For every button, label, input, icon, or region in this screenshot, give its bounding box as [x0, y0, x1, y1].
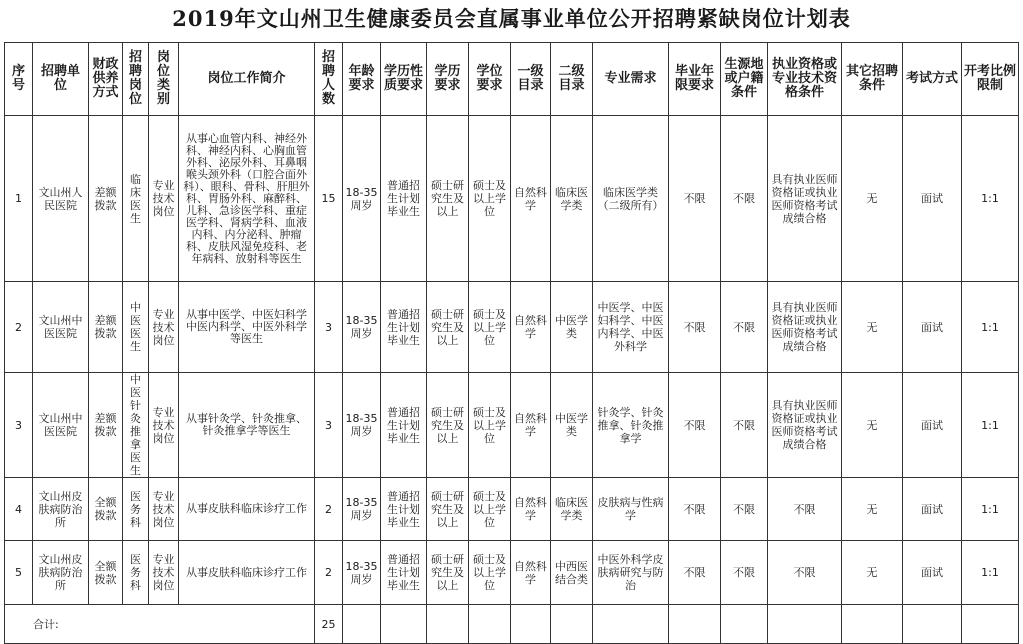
column-header: 学位要求 — [469, 43, 511, 116]
table-cell: 4 — [5, 478, 33, 541]
table-cell: 2 — [315, 478, 343, 541]
table-cell: 面试 — [903, 282, 962, 373]
table-cell: 临床医生 — [123, 116, 149, 282]
table-cell: 不限 — [721, 541, 768, 605]
column-header: 生源地或户籍条件 — [721, 43, 768, 116]
table-cell — [469, 605, 511, 644]
table-cell: 从事皮肤科临床诊疗工作 — [179, 478, 315, 541]
table-cell: 专业技术岗位 — [149, 116, 179, 282]
table-cell: 皮肤病与性病学 — [593, 478, 669, 541]
table-cell: 中医学类 — [551, 282, 593, 373]
table-cell: 普通招生计划毕业生 — [381, 116, 427, 282]
table-cell: 1:1 — [962, 478, 1019, 541]
table-cell: 18-35周岁 — [343, 282, 381, 373]
table-cell — [427, 605, 469, 644]
table-cell — [669, 605, 721, 644]
table-cell: 无 — [842, 478, 903, 541]
table-cell: 文山州中医医院 — [33, 282, 89, 373]
table-cell: 文山州皮肤病防治所 — [33, 541, 89, 605]
table-cell: 15 — [315, 116, 343, 282]
table-cell: 中医学类 — [551, 373, 593, 478]
table-cell: 硕士及以上学位 — [469, 373, 511, 478]
table-cell: 临床医学类（二级所有） — [593, 116, 669, 282]
table-cell: 专业技术岗位 — [149, 282, 179, 373]
table-cell: 不限 — [669, 282, 721, 373]
table-cell: 从事心血管内科、神经外科、神经内科、心胸血管外科、泌尿外科、耳鼻咽喉头颈外科（口腔合面外科）、眼科、骨科、肝胆外科、胃肠外科、麻醉科、儿科、急诊医学科、重症医学科、肾病学科、血液内科、内分泌科、肿瘤科、皮肤风湿免疫科、老年病科、放射科等医生 — [179, 116, 315, 282]
column-header: 学历性质要求 — [381, 43, 427, 116]
table-cell: 不限 — [721, 478, 768, 541]
table-cell: 18-35周岁 — [343, 373, 381, 478]
table-cell: 全额拨款 — [89, 478, 123, 541]
table-cell: 面试 — [903, 116, 962, 282]
table-cell: 自然科学 — [511, 116, 551, 282]
table-cell: 硕士及以上学位 — [469, 541, 511, 605]
column-header: 年龄要求 — [343, 43, 381, 116]
table-cell: 中医医生 — [123, 282, 149, 373]
table-cell: 具有执业医师资格证或执业医师资格考试成绩合格 — [768, 116, 842, 282]
table-cell: 不限 — [669, 116, 721, 282]
table-cell: 自然科学 — [511, 541, 551, 605]
table-cell: 无 — [842, 541, 903, 605]
total-row — [5, 605, 1019, 644]
table-cell: 3 — [315, 282, 343, 373]
table-cell: 不限 — [721, 373, 768, 478]
total-label: 合计: — [5, 605, 315, 644]
column-header: 其它招聘条件 — [842, 43, 903, 116]
table-cell: 医务科 — [123, 478, 149, 541]
table-cell: 1:1 — [962, 541, 1019, 605]
table-cell: 针灸学、针灸推拿、针灸推拿学 — [593, 373, 669, 478]
table-row — [5, 282, 1019, 373]
recruitment-plan-table — [4, 42, 1019, 644]
column-header: 毕业年限要求 — [669, 43, 721, 116]
table-cell: 3 — [315, 373, 343, 478]
table-cell: 硕士研究生及以上 — [427, 541, 469, 605]
table-row — [5, 478, 1019, 541]
table-cell: 中医学、中医妇科学、中医内科学、中医外科学 — [593, 282, 669, 373]
table-cell: 1:1 — [962, 116, 1019, 282]
table-cell: 面试 — [903, 541, 962, 605]
table-cell: 1:1 — [962, 373, 1019, 478]
column-header: 招聘岗位 — [123, 43, 149, 116]
column-header: 执业资格或专业技术资格条件 — [768, 43, 842, 116]
table-cell: 差额拨款 — [89, 116, 123, 282]
table-cell — [593, 605, 669, 644]
table-row — [5, 373, 1019, 478]
table-cell: 无 — [842, 282, 903, 373]
table-cell: 专业技术岗位 — [149, 541, 179, 605]
total-value: 25 — [315, 605, 343, 644]
table-cell: 不限 — [669, 478, 721, 541]
table-row — [5, 116, 1019, 282]
table-cell: 2 — [5, 282, 33, 373]
table-cell: 普通招生计划毕业生 — [381, 478, 427, 541]
column-header: 一级目录 — [511, 43, 551, 116]
table-cell: 中医针灸推拿医生 — [123, 373, 149, 478]
table-cell: 硕士及以上学位 — [469, 116, 511, 282]
table-cell: 文山州皮肤病防治所 — [33, 478, 89, 541]
column-header: 专业需求 — [593, 43, 669, 116]
table-cell — [768, 605, 842, 644]
table-cell: 面试 — [903, 373, 962, 478]
table-cell: 硕士研究生及以上 — [427, 282, 469, 373]
table-cell: 从事中医学、中医妇科学中医内科学、中医外科学等医生 — [179, 282, 315, 373]
table-cell: 自然科学 — [511, 478, 551, 541]
table-cell: 中西医结合类 — [551, 541, 593, 605]
table-cell: 18-35周岁 — [343, 478, 381, 541]
table-header-row — [5, 43, 1019, 116]
column-header: 二级目录 — [551, 43, 593, 116]
table-cell: 面试 — [903, 478, 962, 541]
table-cell — [381, 605, 427, 644]
table-cell: 从事皮肤科临床诊疗工作 — [179, 541, 315, 605]
table-cell: 硕士及以上学位 — [469, 478, 511, 541]
table-cell: 硕士及以上学位 — [469, 282, 511, 373]
document-title: 2019年文山州卫生健康委员会直属事业单位公开招聘紧缺岗位计划表 — [172, 6, 851, 31]
table-cell: 文山州中医医院 — [33, 373, 89, 478]
table-cell — [721, 605, 768, 644]
column-header: 岗位工作简介 — [179, 43, 315, 116]
table-cell: 中医外科学皮肤病研究与防治 — [593, 541, 669, 605]
table-cell: 临床医学类 — [551, 116, 593, 282]
table-cell: 普通招生计划毕业生 — [381, 541, 427, 605]
table-cell — [343, 605, 381, 644]
table-cell: 差额拨款 — [89, 282, 123, 373]
column-header: 财政供养方式 — [89, 43, 123, 116]
table-cell: 18-35周岁 — [343, 541, 381, 605]
table-cell: 自然科学 — [511, 373, 551, 478]
table-cell: 普通招生计划毕业生 — [381, 282, 427, 373]
table-cell: 差额拨款 — [89, 373, 123, 478]
table-cell: 具有执业医师资格证或执业医师资格考试成绩合格 — [768, 373, 842, 478]
table-cell: 不限 — [721, 116, 768, 282]
table-cell: 自然科学 — [511, 282, 551, 373]
table-cell: 不限 — [721, 282, 768, 373]
table-cell: 医务科 — [123, 541, 149, 605]
table-cell — [551, 605, 593, 644]
table-cell: 不限 — [768, 478, 842, 541]
table-cell: 具有执业医师资格证或执业医师资格考试成绩合格 — [768, 282, 842, 373]
column-header: 考试方式 — [903, 43, 962, 116]
table-cell: 从事针灸学、针灸推拿、针灸推拿学等医生 — [179, 373, 315, 478]
column-header: 招聘人数 — [315, 43, 343, 116]
column-header: 招聘单位 — [33, 43, 89, 116]
table-cell: 不限 — [768, 541, 842, 605]
table-cell: 不限 — [669, 373, 721, 478]
table-cell: 专业技术岗位 — [149, 478, 179, 541]
column-header: 学历要求 — [427, 43, 469, 116]
table-cell: 硕士研究生及以上 — [427, 116, 469, 282]
table-cell: 2 — [315, 541, 343, 605]
column-header: 岗位类别 — [149, 43, 179, 116]
table-cell: 普通招生计划毕业生 — [381, 373, 427, 478]
table-cell — [903, 605, 962, 644]
column-header: 开考比例限制 — [962, 43, 1019, 116]
table-cell: 临床医学类 — [551, 478, 593, 541]
table-cell: 1:1 — [962, 282, 1019, 373]
table-cell: 硕士研究生及以上 — [427, 373, 469, 478]
table-cell — [511, 605, 551, 644]
table-cell: 18-35周岁 — [343, 116, 381, 282]
table-cell — [842, 605, 903, 644]
table-cell: 5 — [5, 541, 33, 605]
table-cell: 3 — [5, 373, 33, 478]
table-cell: 无 — [842, 116, 903, 282]
table-cell: 文山州人民医院 — [33, 116, 89, 282]
table-cell: 无 — [842, 373, 903, 478]
column-header: 序号 — [5, 43, 33, 116]
table-row — [5, 541, 1019, 605]
table-cell: 硕士研究生及以上 — [427, 478, 469, 541]
table-cell: 不限 — [669, 541, 721, 605]
table-cell: 专业技术岗位 — [149, 373, 179, 478]
table-cell: 全额拨款 — [89, 541, 123, 605]
table-cell: 1 — [5, 116, 33, 282]
table-cell — [962, 605, 1019, 644]
